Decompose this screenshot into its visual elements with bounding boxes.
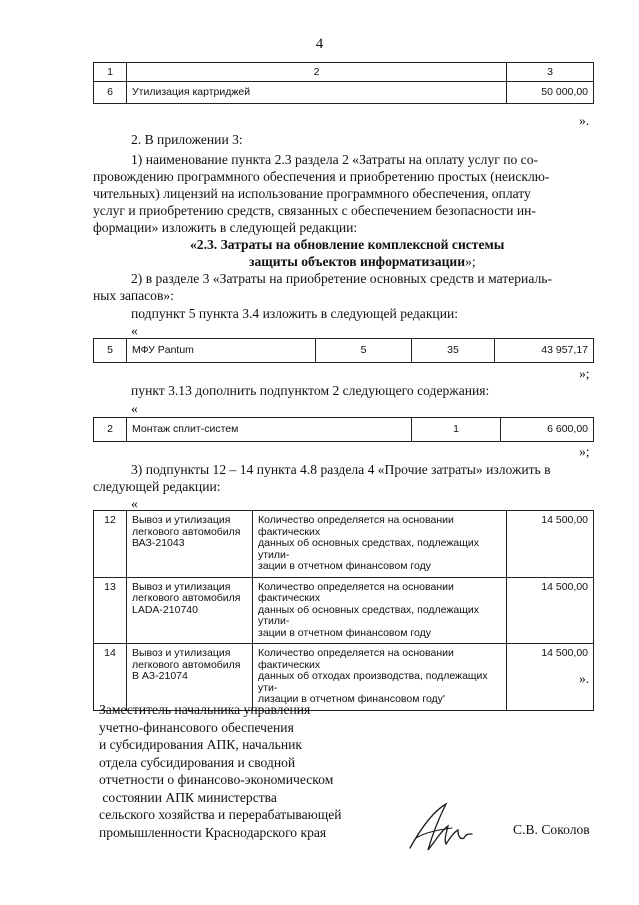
row-number: 14	[94, 644, 127, 711]
row-name: МФУ Pantum	[127, 339, 316, 363]
row-price: 14 500,00	[507, 511, 594, 578]
new-title-line1: «2.3. Затраты на обновление комплексной системы	[190, 237, 505, 252]
item3-line: следующей редакции:	[93, 479, 221, 494]
table-row	[94, 511, 594, 578]
row-desc-line: Количество определяется на основании фактических	[258, 647, 454, 671]
handwritten-signature	[402, 800, 482, 860]
row-qty: 1	[412, 418, 501, 442]
row-name-line: легкового автомобиля	[132, 658, 241, 671]
item1-line: чительных) лицензий на использование программного обеспечения, оплату	[93, 186, 531, 201]
table-row	[94, 339, 594, 363]
table-row	[94, 82, 594, 104]
signatory-line: и субсидирования АПК, начальник	[99, 737, 303, 752]
row-price: 6 600,00	[501, 418, 594, 442]
table-row	[94, 418, 594, 442]
table-row	[94, 577, 594, 644]
quote-close: ».	[579, 671, 590, 686]
item1-line: 1) наименование пункта 2.3 раздела 2 «Затраты на оплату услуг по со-	[131, 152, 539, 167]
row-desc-line: данных об основных средствах, подлежащих утили-	[258, 537, 480, 561]
row-name: Утилизация картриджей	[127, 82, 507, 104]
item1-line: провождению программного обеспечения и приобретению простых (неисклю-	[93, 169, 550, 184]
new-title-bold: защиты объектов информатизации	[249, 254, 466, 269]
item3-line: 3) подпункты 12 – 14 пункта 4.8 раздела 4 «Прочие затраты» изложить в	[131, 462, 551, 477]
row-name-line: легкового автомобиля	[132, 592, 241, 604]
row-number: 12	[94, 511, 127, 578]
row-desc-line: зации в отчетном финансовом году	[258, 560, 431, 572]
row-number: 5	[94, 339, 127, 363]
row-price: 14 500,00	[507, 577, 594, 644]
table-cartridges	[93, 62, 594, 104]
row-qty: 5	[316, 339, 412, 363]
row-name-line: LADA-210740	[132, 603, 198, 616]
row-desc-line: зации в отчетном финансовом году	[258, 626, 431, 639]
signatory-block	[99, 701, 342, 841]
table-mfu	[93, 338, 594, 363]
row-desc-line: Количество определяется на основании фактических	[258, 514, 454, 538]
quote-open: «	[131, 323, 138, 338]
signatory-line: отчетности о финансово-экономическом	[99, 772, 334, 787]
table-header-cell: 1	[94, 63, 127, 82]
quote-close: »;	[579, 366, 590, 381]
table-split	[93, 417, 594, 442]
table-header-cell: 3	[507, 63, 594, 82]
signatory-line: Заместитель начальника управления	[99, 702, 311, 717]
row-number: 13	[94, 577, 127, 644]
row-name-line: Вывоз и утилизация	[132, 647, 231, 659]
quote-close: »;	[579, 444, 590, 459]
signatory-name: С.В. Соколов	[513, 822, 590, 837]
row-desc-line: лизации в отчетном финансовом году'	[258, 693, 445, 705]
signatory-line: сельского хозяйства и перерабатывающей	[99, 807, 342, 822]
signatory-line: отдела субсидирования и сводной	[99, 754, 296, 770]
row-price: 50 000,00	[507, 82, 594, 104]
row-name-line: ВАЗ-21043	[132, 537, 185, 549]
signatory-line: промышленности Краснодарского края	[99, 824, 327, 840]
item2-line: подпункт 5 пункта 3.4 изложить в следующей редакции:	[131, 306, 459, 321]
row-name-line: Вывоз и утилизация	[132, 514, 231, 526]
row-term: 35	[412, 339, 495, 363]
row-name	[127, 577, 253, 644]
row-name: Монтаж сплит-систем	[127, 418, 412, 442]
row-desc	[253, 577, 507, 644]
row-name	[127, 511, 253, 578]
table-disposal	[93, 510, 594, 711]
row-name-line: Вывоз и утилизация	[132, 580, 231, 593]
item2-line: ных запасов»:	[93, 288, 174, 303]
section-heading: 2. В приложении 3:	[131, 132, 243, 147]
row-price: 43 957,17	[495, 339, 594, 363]
row-number: 2	[94, 418, 127, 442]
item2b-line: пункт 3.13 дополнить подпунктом 2 следующего содержания:	[131, 383, 490, 398]
signatory-line: состоянии АПК министерства	[99, 789, 277, 805]
item1-line: формации» изложить в следующей редакции:	[93, 220, 358, 235]
row-name-line: В АЗ-21074	[132, 670, 188, 682]
item2-line: 2) в разделе 3 «Затраты на приобретение основных средств и материаль-	[131, 271, 552, 286]
signatory-line: учетно-финансового обеспечения	[99, 719, 294, 735]
row-price: 14 500,00	[507, 644, 594, 711]
row-name-line: легкового автомобиля	[132, 525, 241, 538]
quote-open: «	[131, 496, 138, 511]
page-number: 4	[315, 36, 324, 52]
new-title-line2	[249, 253, 476, 270]
item1-line: услуг и приобретению средств, связанных с обеспечением безопасности ин-	[93, 203, 536, 218]
row-desc-line: данных об основных средствах, подлежащих утили-	[258, 603, 480, 627]
new-title-tail: »;	[465, 254, 476, 269]
row-desc-line: Количество определяется на основании фактических	[258, 580, 454, 604]
row-desc-line: данных об отходах производства, подлежащих ути-	[258, 670, 488, 694]
row-desc	[253, 511, 507, 578]
quote-open: «	[131, 401, 138, 416]
row-number: 6	[94, 82, 127, 104]
quote-close: ».	[579, 113, 590, 128]
table-header-cell: 2	[127, 63, 507, 82]
